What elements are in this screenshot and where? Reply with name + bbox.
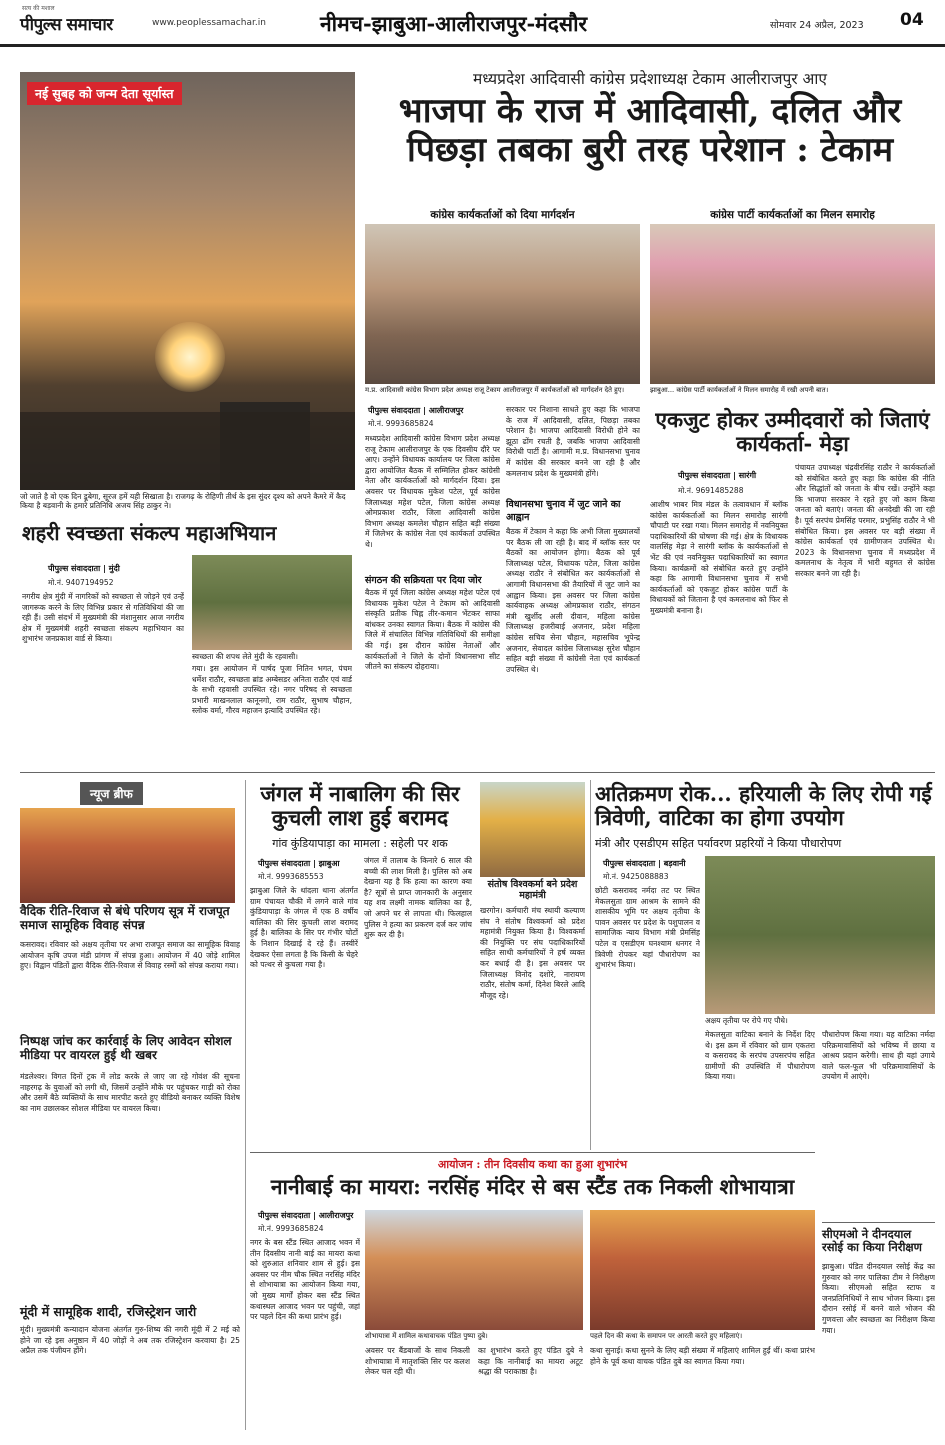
jungle-byline: पीपुल्स संवाददाता | झाबुआ bbox=[258, 859, 340, 868]
lead-subhead2: विधानसभा चुनाव में जुट जाने का आह्वान bbox=[506, 499, 621, 523]
jungle-headline: जंगल में नाबालिग की सिर कुचली लाश हुई बरामद bbox=[260, 781, 460, 831]
lead-col2b: बैठक में टेकाम ने कहा कि अभी जिला मुख्यालयों पर बैठक ली जा रही है। बाद में ब्लॉक स्तर पर बैठकों का आयोजन होगा। बैठक को पूर्व जिलाध्यक्ष पटेल, विधायक पटेल, जिला कांग्रेस अध्यक्ष राठौर ने संबोधित कर कार्यकर्ताओं से आगामी विधानसभा की तैयारियों में जुट जाने का आह्वान किया। इस अवसर पर जिला कांग्रेस कार्यवाहक अध्यक्ष ओमप्रकाश राठौर, संगठन मंत्री खुर्शीद अली दीवान, महिला कांग्रेस जिलाध्यक्ष हजरीबाई अजनार, प्रदेश महिला कांग्रेस सचिव सेना चौहान, महासचिव भूपेन्द्र अजनार, सेवादल कांग्रेस जिलाध्यक्ष सुरेश चौहान सहित बड़ी संख्या में कांग्रेसी नेता एवं कार्यकर्ता उपस्थित थे। bbox=[506, 527, 640, 674]
lead-byline: पीपुल्स संवाददाता | आलीराजपुर bbox=[368, 406, 464, 415]
atikraman-photo-caption: अक्षय तृतीया पर रोपे गए पौधे। bbox=[705, 1016, 788, 1025]
atikraman-mobile: मो.नं. 9425088883 bbox=[603, 872, 669, 881]
katha-col3: का शुभारंभ करते हुए पंडित दुबे ने कहा कि नानीबाई का मायरा अटूट श्रद्धा की पराकाष्ठा है। bbox=[478, 1346, 583, 1377]
jungle-col1: झाबुआ जिले के थांदला थाना अंतर्गत ग्राम पंचायत चौकी में लगने वाले गांव कुंडियापाड़ा के जंगल में एक 8 वर्षीय बालिका की सिर कुचली लाश बरामद हुई है। बालिका के सिर पर गंभीर चोटों के निशान दिखाई दे रहे हैं। तस्वीरें देखकर ऐसा लगता है कि किसी के चेहरे को पत्थर से कुचला गया है। bbox=[250, 886, 358, 970]
swachhta-photo-caption: स्वच्छता की शपथ लेते मुंदी के रहवासी। bbox=[192, 652, 299, 661]
katha-byline: पीपुल्स संवाददाता | आलीराजपुर bbox=[258, 1211, 354, 1220]
jungle-mobile: मो.नं. 9993685553 bbox=[258, 872, 324, 881]
swachhta-byline-name: पीपुल्स संवाददाता bbox=[48, 564, 101, 573]
atikraman-headline: अतिक्रमण रोक... हरियाली के लिए रोपी गई त्रिवेणी, वाटिका का होगा उपयोग bbox=[595, 781, 932, 831]
swachhta-col1: नगरीय क्षेत्र मुंदी में नागरिकों को स्वच्छता से जोड़ने एवं उन्हें जागरूक करने के लिए विभिन्न प्रकार से गतिविधियां की जा रही हैं। उसी संदर्भ में मुख्यमंत्री की मंशानुसार आज नगरीय क्षेत्र में मुख्यमंत्री शहरी स्वच्छता संकल्प महाभियान का शुभारंभ जनप्रकाश वार्ड से किया। bbox=[22, 592, 184, 644]
katha-photo2-caption: पहले दिन की कथा के समापन पर आरती करते हुए महिलाएं। bbox=[590, 1332, 743, 1340]
meda-col2: पंचायत उपाध्यक्ष चंद्रवीरसिंह राठौर ने कार्यकर्ताओं को संबोधित करते हुए कहा कि कांग्रेस की नीति और सिद्धांतों को जनता के बीच रखें। उन्होंने कहा कि भाजपा सरकार ने रहते हुए जो काम किया जनता को बताएं। जनता की अनदेखी की जा रही है। पूर्व सरपंच प्रेमसिंह परमार, प्रभुसिंह राठौर ने भी संबोधित किया। इस अवसर पर बड़ी संख्या में कांग्रेस कार्यकर्ता एवं ग्रामीणजन उपस्थित थे। 2023 के विधानसभा चुनाव में मध्यप्रदेश में कमलनाथ के नेतृत्व में भारी बहुमत से कांग्रेस सरकार बनने जा रही है। bbox=[795, 463, 935, 578]
brief-h3: मूंदी में सामूहिक शादी, रजिस्ट्रेशन जारी bbox=[20, 1304, 197, 1319]
lead-photo2-label: कांग्रेस पार्टी कार्यकर्ताओं का मिलन समारोह bbox=[710, 209, 875, 221]
katha-headline: नानीबाई का मायरा: नरसिंह मंदिर से बस स्टैंड तक निकली शोभायात्रा bbox=[270, 1174, 795, 1199]
atikraman-subhead: मंत्री और एसडीएम सहित पर्यावरण प्रहरियों ने किया पौधारोपण bbox=[595, 837, 842, 850]
sun-icon bbox=[155, 322, 225, 392]
swachhta-byline: पीपुल्स संवाददाता | मुंदी bbox=[48, 564, 120, 573]
atikraman-byline: पीपुल्स संवाददाता | बड़वानी bbox=[603, 859, 686, 868]
sunset-photo bbox=[20, 72, 355, 490]
deendayal-headline: सीएमओ ने दीनदयाल रसोई का किया निरीक्षण bbox=[822, 1227, 922, 1255]
website-url[interactable]: www.peoplessamachar.in bbox=[152, 18, 266, 28]
meda-col1: आशीष भाबर मित्र मंडल के तत्वावधान में ब्लॉक कांग्रेस कार्यकर्ताओं का मिलन समारोह सारंगी चौपाटी पर रखा गया। मिलन समारोह में नवनियुक्त पदाधिकारियों की घोषणा की गई। क्षेत्र के विधायक वालसिंह मेड़ा ने सारंगी ब्लॉक के कार्यकर्ताओं से भेंट की एवं नवनियुक्त पदाधिकारियों का स्वागत किया। कार्यक्रमों को संबोधित करते हुए उन्होंने कहा कि आगामी विधानसभा चुनाव में सभी कार्यकर्ताओं को एकजुट होकर कांग्रेस पार्टी के विधायकों को जिताना है एवं कमलनाथ को फिर से मुख्यमंत्री बनाना है। bbox=[650, 500, 788, 615]
katha-photo-1 bbox=[365, 1210, 583, 1330]
lead-col1: मध्यप्रदेश आदिवासी कांग्रेस विभाग प्रदेश अध्यक्ष राजू टेकाम आलीराजपुर के एक दिवसीय दौरे पर आए। उन्होंने विधायक कार्यालय पर जिला कांग्रेस द्वारा आयोजित बैठक में सम्मिलित होकर कांग्रेसी नेता और कार्यकर्ताओं को मार्गदर्शन दिया। इस अवसर पर विधायक मुकेश पटेल, पूर्व कांग्रेस जिलाध्यक्ष महेश पटेल, जिला कांग्रेस अध्यक्ष ओमप्रकाश राठौर, जिला आदिवासी कांग्रेस विभाग अध्यक्ष कमलेश चौहान सहित बड़ी संख्या में जिलेभर के कांग्रेस नेता एवं कार्यकर्ता उपस्थित थे। bbox=[365, 434, 500, 549]
swachhta-col2: गया। इस आयोजन में पार्षद पूजा नितिन भगत, पंचम धर्मेश राठौर, स्वच्छता ब्रांड अम्बेसडर अनिता राठौर एवं वार्ड के सभी रहवासी उपस्थित रहे। नगर परिषद से स्वच्छता प्रभारी माखनलाल कानूनगो, राम राठौर, सुभाष चौहान, स्लोक वर्मा, गौरव महाजन इत्यादि उपस्थित रहे। bbox=[192, 664, 352, 716]
section-divider bbox=[822, 1222, 935, 1223]
lead-photo-1 bbox=[365, 224, 640, 384]
brief-t3: मूंदी। मुख्यमंत्री कन्यादान योजना अंतर्गत गुरु-शिष्य की नगरी मूंदी में 2 मई को होने जा रहे इस अनुष्ठान में 40 जोड़ों ने अब तक रजिस्ट्रेशन करवाया है। 25 अप्रैल तक पंजीयन होंगे। bbox=[20, 1325, 240, 1356]
brief-t1: कसरावद। रविवार को अक्षय तृतीया पर अभा राजपूत समाज का सामूहिक विवाह आयोजन कृषि उपज मंडी प्रांगण में संपन्न हुआ। आयोजन में 40 जोड़े शामिल हुए। विद्वान पंडितों द्वारा वैदिक रीति-रिवाज से विवाह रस्मों को संपन्न कराया गया। bbox=[20, 940, 240, 971]
brief-h2: निष्पक्ष जांच कर कार्रवाई के लिए आवेदन सोशल मीडिया पर वायरल हुई थी खबर bbox=[20, 1034, 232, 1062]
katha-mobile: मो.नं. 9993685824 bbox=[258, 1224, 324, 1233]
lead-photo1-caption: म.प्र. आदिवासी कांग्रेस विभाग प्रदेश अध्यक्ष राजू टेकाम आलीराजपुर में कार्यकर्ताओं को मार्गदर्शन देते हुए। bbox=[365, 386, 625, 394]
atikraman-col2: मेकलसुता वाटिका बनाने के निर्देश दिए थे। इस क्रम में रविवार को ग्राम एकतरा व कसरावद के सरपंच उपसरपंच सहित ग्रामीणों की उपस्थिति में पौधारोपण किया गया। bbox=[705, 1030, 815, 1082]
edition-title: नीमच-झाबुआ-आलीराजपुर-मंदसौर bbox=[320, 11, 588, 36]
santosh-text: खरगोन। कर्मचारी मंच स्थायी कल्याण संघ ने संतोष विश्वकर्मा को प्रदेश महामंत्री नियुक्त किया है। विश्वकर्मा की नियुक्ति पर संघ पदाधिकारियों सहित साथी कर्मचारियों ने हर्ष व्यक्त कर बधाई दी है। इस अवसर पर जिलाध्यक्ष विनोद दशोरे, नारायण राठौर, संतोष कर्मा, दिनेश बिरले आदि मौजूद रहे। bbox=[480, 906, 585, 1000]
katha-col4: कथा सुनाई। कथा सुनने के लिए बड़ी संख्या में महिलाएं शामिल हुईं थीं। कथा प्रारंभ होने के पूर्व कथा वाचक पंडित दुबे का स्वागत किया गया। bbox=[590, 1346, 815, 1366]
meda-headline: एकजुट होकर उम्मीदवारों को जिताएं कार्यकर्ता- मेड़ा bbox=[655, 407, 930, 457]
column-rule bbox=[245, 780, 246, 1430]
atikraman-col3: पौधारोपण किया गया। यह वाटिका नर्मदा परिक्रमावासियों को भविष्य में छाया व आश्रय प्रदान करेगी। साथ ही यहां उगाये वाले फल-फूल भी परिक्रमावासियों के उपयोग में आएंगे। bbox=[822, 1030, 935, 1082]
jungle-col2: जंगल में तालाब के किनारे 6 साल की बच्ची की लाश मिली है। पुलिस को अब देखना यह है कि हत्या का कारण क्या है? सूत्रों से प्राप्त जानकारी के अनुसार यह शव लक्ष्मी नामक बालिका का है, जो अपने घर से लापता थी। फिलहाल पुलिस ने हत्या का प्रकरण दर्ज कर जांच शुरू कर दी है। bbox=[364, 856, 472, 940]
santosh-photo bbox=[480, 782, 585, 877]
atikraman-byline-place: बड़वानी bbox=[663, 859, 686, 868]
photo-story-badge: नई सुबह को जन्म देता सूर्यास्त bbox=[27, 82, 182, 105]
logo-tagline: सत्य की मशाल bbox=[22, 5, 55, 12]
katha-kicker: आयोजन : तीन दिवसीय कथा का हुआ शुभारंभ bbox=[437, 1158, 628, 1171]
meda-mobile: मो.नं. 9691485288 bbox=[678, 486, 744, 495]
meda-byline-place: सारंगी bbox=[738, 471, 757, 480]
brief-h1: वैदिक रीति-रिवाज से बंधे परिणय सूत्र में राजपूत समाज सामूहिक विवाह संपन्न bbox=[20, 904, 230, 932]
lead-headline: भाजपा के राज में आदिवासी, दलित और पिछड़ा तबका बुरी तरह परेशान : टेकाम bbox=[398, 91, 902, 171]
katha-photo-2 bbox=[590, 1210, 815, 1330]
swachhta-mobile: मो.नं. 9407194952 bbox=[48, 578, 114, 587]
katha-byline-name: पीपुल्स संवाददाता bbox=[258, 1211, 311, 1220]
atikraman-col1: छोटी कसरावद नर्मदा तट पर स्थित मेकलसुता ग्राम आश्रम के सामने की शासकीय भूमि पर अक्षय तृतीया के पावन अवसर पर प्रदेश के पशुपालन व सामाजिक न्याय विभाग मंत्री प्रेमसिंह पटेल व एसडीएम घनश्याम धनगर ने त्रिवेणी रोपकर यहां पौधारोपण का शुभारंभ किया। bbox=[595, 886, 700, 970]
santosh-caption-title: संतोष विश्वकर्मा बने प्रदेश महामंत्री bbox=[487, 879, 578, 901]
lead-byline-place: आलीराजपुर bbox=[428, 406, 464, 415]
lead-col1b: बैठक में पूर्व जिला कांग्रेस अध्यक्ष महेश पटेल एवं विधायक मुकेश पटेल ने टेकाम को आदिवासी संस्कृति प्रतीक चिह्न तीर-कमान भेंटकर साफा बांधकर उनका स्वागत किया। बैठक में कांग्रेस की जिले में संचालित विभिन्न गतिविधियों की समीक्षा की गई। इस दौरान कांग्रेस नेताओं और कार्यकर्ताओं ने जिले के दोनों विधानसभा सीट जीतने का संकल्प दोहराया। bbox=[365, 588, 500, 672]
deendayal-text: झाबुआ। पंडित दीनदयाल रसोई केंद्र का गुरुवार को नगर पालिका टीम ने निरीक्षण किया। सीएमओ सहित स्टाफ व जनप्रतिनिधियों ने साथ भोजन किया। इस दौरान रसोई में बनने वाले भोजन की गुणवत्ता और स्वच्छता का निरीक्षण किया गया। bbox=[822, 1262, 935, 1335]
lead-subhead1: संगठन की सक्रियता पर दिया जोर bbox=[365, 575, 482, 586]
lead-kicker: मध्यप्रदेश आदिवासी कांग्रेस प्रदेशाध्यक्ष टेकाम आलीराजपुर आए bbox=[473, 70, 827, 88]
swachhta-photo bbox=[192, 555, 352, 650]
news-brief-tag: न्यूज ब्रीफ bbox=[80, 782, 143, 805]
lead-photo2-caption: झाबुआ... कांग्रेस पार्टी कार्यकर्ताओं ने मिलन समारोह में रखी अपनी बात। bbox=[650, 386, 829, 394]
lead-byline-name: पीपुल्स संवाददाता bbox=[368, 406, 421, 415]
meda-byline-name: पीपुल्स संवाददाता bbox=[678, 471, 731, 480]
lead-col2: सरकार पर निशाना साधते हुए कहा कि भाजपा के राज में आदिवासी, दलित, पिछड़ा तबका परेशान है। भाजपा आदिवासी विरोधी होने का झूठा ढोंग रचती है, जबकि भाजपा आदिवासी विरोधी पार्टी है। आगामी म.प्र. विधानसभा चुनाव में कांग्रेस की सरकार बनने जा रही है और कमलनाथ प्रदेश के मुख्यमंत्री होंगे। bbox=[506, 405, 640, 478]
jungle-subhead: गांव कुंडियापाड़ा का मामला : सहेली पर शक bbox=[272, 837, 448, 850]
jungle-byline-name: पीपुल्स संवाददाता bbox=[258, 859, 311, 868]
katha-col1: नगर के बस स्टैंड स्थित आजाद भवन में तीन दिवसीय नानी बाई का मायरा कथा को शुरुआत शनिवार शाम से हुई। इस अवसर पर नीम चौक स्थित नरसिंह मंदिर से शोभायात्रा का आयोजन किया गया, जो मुख्य मार्गों होकर बस स्टैंड स्थित कथास्थल आजाद भवन पर पहुंची, जहां पर पहले दिन की कथा प्रारंभ हुई। bbox=[250, 1238, 360, 1322]
newspaper-logo: पीपुल्स समाचार bbox=[20, 15, 113, 35]
lead-photo1-label: कांग्रेस कार्यकर्ताओं को दिया मार्गदर्शन bbox=[430, 209, 575, 221]
section-divider bbox=[250, 1152, 815, 1153]
brief-t2: मंडलेश्वर। विगत दिनों ट्रक में लोड करके ले जाए जा रहे गोवंश की सूचना नाहरगढ़ के युवाओं को लगी थी, जिसमें उन्होंने मौके पर पहुंचकर गाड़ी को रोका और उसमें बैठे व्यक्तियों के साथ मारपीट करते हुए वीडियो बनाकर व्यक्ति विशेष का नाम उछालकर सोशल मीडिया पर वायरल किया। bbox=[20, 1072, 240, 1113]
katha-byline-place: आलीराजपुर bbox=[318, 1211, 354, 1220]
sunset-caption: जो जाते है वो एक दिन डूबेगा, सूरज हमें यही सिखाता है। राजगढ़ के रोहिणी तीर्थ के इस सुंदर दृश्य को अपने कैमरे में कैद किया है बड़वानी के हमारे प्रतिनिधि अजय सिंह ठाकुर ने। bbox=[20, 492, 346, 510]
lead-photo-2 bbox=[650, 224, 935, 384]
katha-col2: अवसर पर बैंडबाजों के साथ निकली शोभायात्रा में मातृशक्ति सिर पर कलश लेकर चल रही थी। bbox=[365, 1346, 470, 1377]
atikraman-photo bbox=[705, 856, 935, 1014]
meda-byline: पीपुल्स संवाददाता | सारंगी bbox=[678, 471, 757, 480]
river-bank bbox=[20, 412, 355, 490]
brief-wedding-photo bbox=[20, 808, 235, 903]
atikraman-byline-name: पीपुल्स संवाददाता bbox=[603, 859, 656, 868]
lead-mobile: मो.नं. 9993685824 bbox=[368, 419, 434, 428]
page-number: 04 bbox=[900, 10, 924, 30]
jungle-byline-place: झाबुआ bbox=[318, 859, 340, 868]
issue-date: सोमवार 24 अप्रैल, 2023 bbox=[770, 20, 864, 31]
column-rule bbox=[590, 780, 591, 1150]
swachhta-headline: शहरी स्वच्छता संकल्प महाअभियान bbox=[22, 521, 277, 545]
swachhta-byline-place: मुंदी bbox=[108, 564, 120, 573]
section-divider bbox=[20, 772, 935, 773]
katha-photo1-caption: शोभायात्रा में शामिल कथावाचक पंडित पुष्पा दुबे। bbox=[365, 1332, 488, 1340]
